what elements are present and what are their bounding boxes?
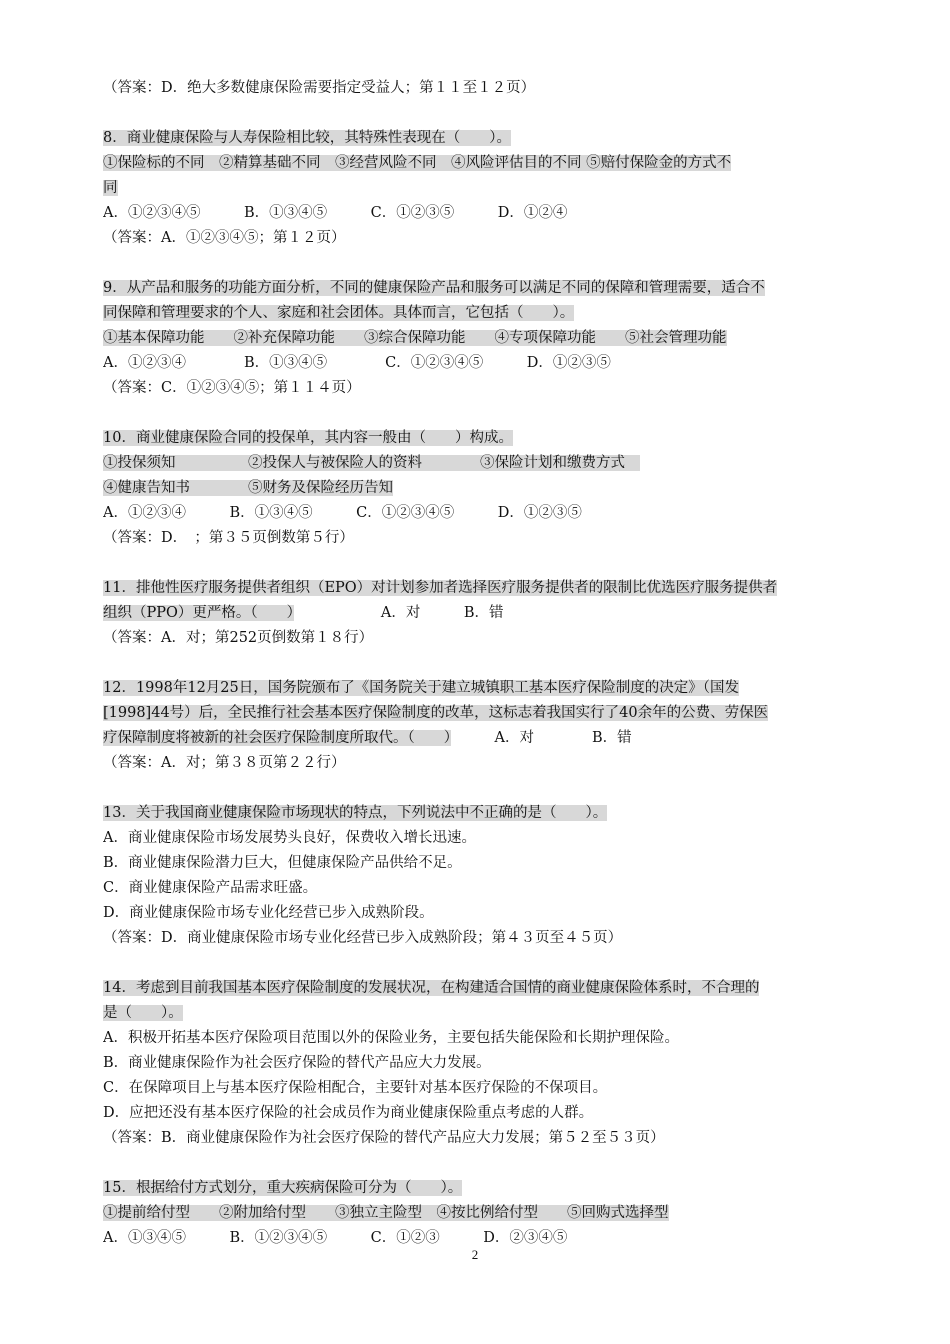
paragraph-gap [103,251,848,276]
page-number: 2 [471,1247,479,1262]
text-line [103,1201,848,1226]
answer-options: A．对 B．错 [451,730,632,746]
line-text: （答案：A．对；第252页倒数第１８行） [103,630,374,646]
line-text: ④健康告知书 ⑤财务及保险经历告知 [103,480,393,496]
line-text: 是（ ）。 [103,1005,183,1021]
line-text: （答案：A．对；第３８页第２２行） [103,755,346,771]
text-line [103,851,848,876]
line-text: A．商业健康保险市场发展势头良好，保费收入增长迅速。 [103,830,476,846]
text-line [103,676,848,701]
text-line [103,151,848,176]
line-text: D．应把还没有基本医疗保险的社会成员作为商业健康保险重点考虑的人群。 [103,1105,594,1121]
text-line [103,326,848,351]
text-line [103,1051,848,1076]
line-text: ①基本保障功能 ②补充保障功能 ③综合保障功能 ④专项保障功能 ⑤社会管理功能 [103,330,727,346]
line-text: 12．1998年12月25日，国务院颁布了《国务院关于建立城镇职工基本医疗保险制度的决定》（国发 [103,680,739,696]
line-text: 9．从产品和服务的功能方面分析，不同的健康保险产品和服务可以满足不同的保障和管理需要，适合不 [103,280,765,296]
text-line [103,451,848,476]
line-text: D．商业健康保险市场专业化经营已步入成熟阶段。 [103,905,434,921]
text-line [103,976,848,1001]
line-text: C．在保障项目上与基本医疗保险相配合，主要针对基本医疗保险的不保项目。 [103,1080,608,1096]
text-line [103,76,848,101]
paragraph-gap [103,551,848,576]
line-text: A．①③④⑤ B．①②③④⑤ C．①②③ D．②③④⑤ [103,1230,568,1246]
text-line [103,301,848,326]
line-text: A．①②③④ B．①③④⑤ C．①②③④⑤ D．①②③⑤ [103,505,582,521]
text-line [103,526,848,551]
text-line [103,176,848,201]
text-line [103,426,848,451]
line-text: A．积极开拓基本医疗保险项目范围以外的保险业务，主要包括失能保险和长期护理保险。 [103,1030,679,1046]
text-line [103,1101,848,1126]
paragraph-gap [103,1151,848,1176]
text-line [103,901,848,926]
text-line [103,126,848,151]
line-text: C．商业健康保险产品需求旺盛。 [103,880,318,896]
text-line [103,701,848,726]
text-line [103,1026,848,1051]
line-text: （答案：D．绝大多数健康保险需要指定受益人；第１１至１２页） [103,80,536,96]
text-line [103,351,848,376]
line-text: 疗保障制度将被新的社会医疗保险制度所取代。（ ） [103,730,451,746]
text-line [103,876,848,901]
line-text: （答案：A．①②③④⑤；第１２页） [103,230,346,246]
line-text: 10．商业健康保险合同的投保单，其内容一般由（ ）构成。 [103,430,513,446]
line-text: ①提前给付型 ②附加给付型 ③独立主险型 ④按比例给付型 ⑤回购式选择型 [103,1205,669,1221]
text-line [103,801,848,826]
text-line [103,726,848,751]
answer-options: A．对 B．错 [293,605,504,621]
paragraph-gap [103,951,848,976]
line-text: ①保险标的不同 ②精算基础不同 ③经营风险不同 ④风险评估目的不同 ⑤赔付保险金的方式不 [103,155,732,171]
document-body [103,76,848,1251]
text-line [103,601,848,626]
text-line [103,201,848,226]
line-text: 8．商业健康保险与人寿保险相比较，其特殊性表现在（ ）。 [103,130,511,146]
text-line [103,626,848,651]
line-text: [1998]44号）后，全民推行社会基本医疗保险制度的改革，这标志着我国实行了40余年的公费、劳保医 [103,705,769,721]
line-text: （答案：D． ；第３５页倒数第５行） [103,530,354,546]
text-line [103,376,848,401]
line-text: A．①②③④⑤ B．①③④⑤ C．①②③⑤ D．①②④ [103,205,568,221]
line-text: 同保障和管理要求的个人、家庭和社会团体。具体而言，它包括（ ）。 [103,305,575,321]
line-text: A．①②③④ B．①③④⑤ C．①②③④⑤ D．①②③⑤ [103,355,611,371]
text-line [103,476,848,501]
text-line [103,501,848,526]
paragraph-gap [103,651,848,676]
text-line [103,1126,848,1151]
paragraph-gap [103,776,848,801]
text-line [103,226,848,251]
paragraph-gap [103,401,848,426]
line-text: B．商业健康保险潜力巨大，但健康保险产品供给不足。 [103,855,462,871]
text-line [103,1076,848,1101]
line-text: 11．排他性医疗服务提供者组织（EPO）对计划参加者选择医疗服务提供者的限制比优选医疗服务提供者 [103,580,778,596]
line-text: 组织（PPO）更严格。（ ） [103,605,294,621]
line-text: 14．考虑到目前我国基本医疗保险制度的发展状况，在构建适合国情的商业健康保险体系时，不合理的 [103,980,760,996]
line-text: 15．根据给付方式划分，重大疾病保险可分为（ ）。 [103,1180,463,1196]
line-text: B．商业健康保险作为社会医疗保险的替代产品应大力发展。 [103,1055,491,1071]
text-line [103,1176,848,1201]
line-text: 同 [103,180,118,196]
line-text: （答案：B．商业健康保险作为社会医疗保险的替代产品应大力发展；第５２至５３页） [103,1130,665,1146]
line-text: （答案：D．商业健康保险市场专业化经营已步入成熟阶段；第４３页至４５页） [103,930,623,946]
line-text: （答案：C．①②③④⑤；第１１４页） [103,380,361,396]
text-line [103,276,848,301]
text-line [103,826,848,851]
text-line [103,576,848,601]
text-line [103,751,848,776]
paragraph-gap [103,101,848,126]
text-line [103,926,848,951]
line-text: ①投保须知 ②投保人与被保险人的资料 ③保险计划和缴费方式 [103,455,640,471]
line-text: 13．关于我国商业健康保险市场现状的特点，下列说法中不正确的是（ ）。 [103,805,608,821]
text-line [103,1001,848,1026]
